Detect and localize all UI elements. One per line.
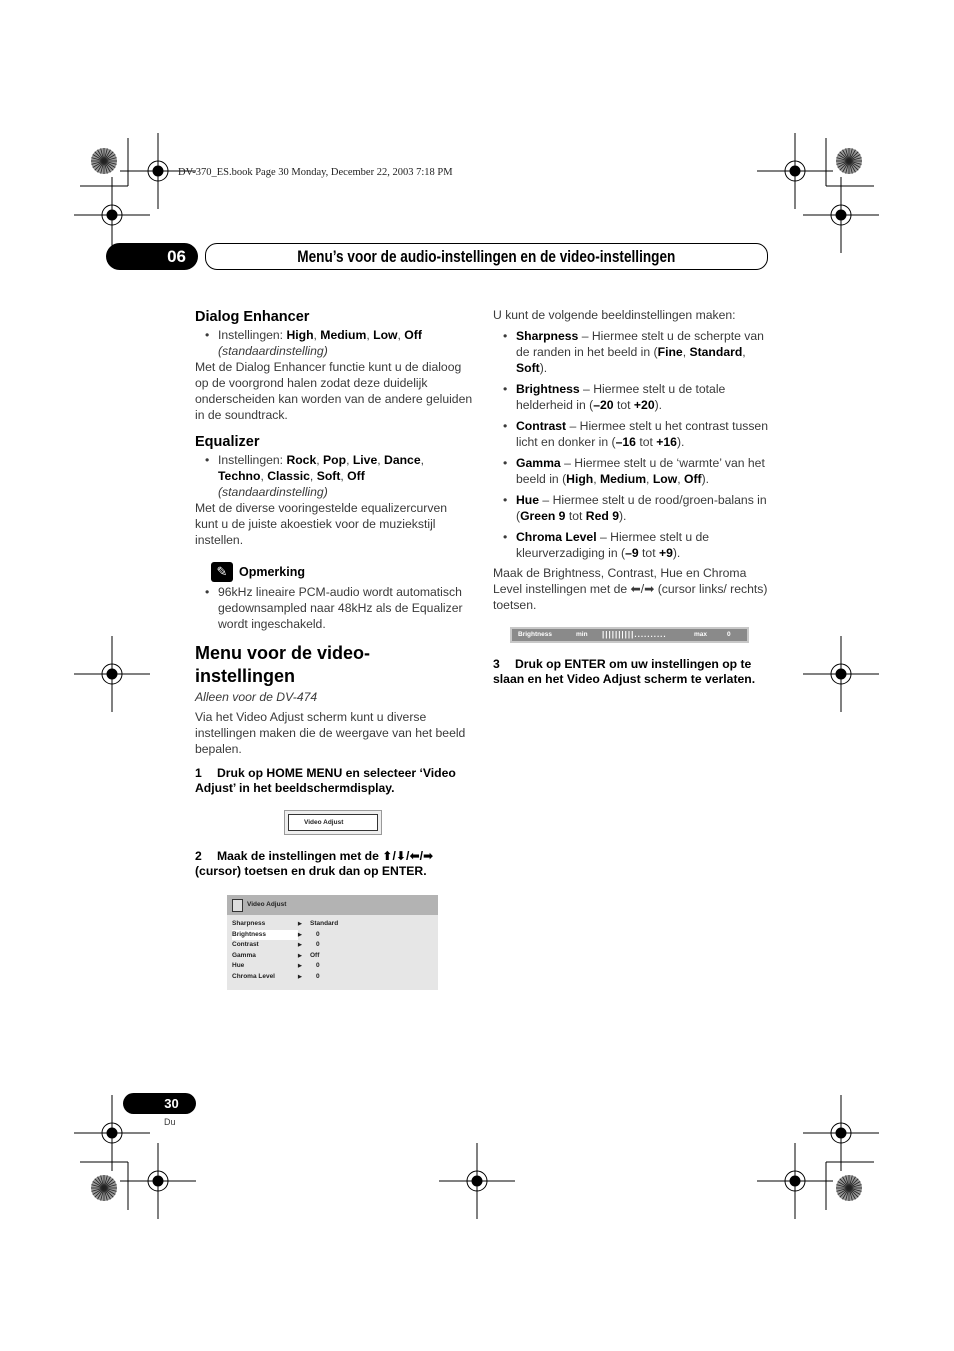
video-adjust-screen [227,895,438,990]
text-segment: ). [654,398,663,412]
bold-term: Gamma [516,456,561,470]
bold-term: Soft [516,361,540,375]
setting-value: Off [310,951,320,959]
crosshair-mark [803,636,879,712]
bar-level: ||||||||||.......... [602,630,667,639]
crosshair-mark [803,177,879,253]
video-menu-subtitle: Alleen voor de DV-474 [195,690,318,704]
bold-term: Medium [600,472,647,486]
arrow-right-icon: ▶ [298,942,302,948]
note-bullet [195,584,473,632]
dialog-text: Met de Dialog Enhancer functie kunt u de dialoog op de voorgrond halen zodat deze duidelijk onderscheiden kan worden van de andere geluiden in de soundtrack. [195,360,473,422]
crosshair-mark [74,177,150,253]
text-segment: , [677,472,684,486]
left-column [195,308,473,990]
bold-term: Techno [218,469,261,483]
bold-term: Chroma Level [516,530,597,544]
bold-term: High [286,328,314,342]
dialog-enhancer-heading: Dialog Enhancer [195,309,310,325]
setting-name: Hue [232,962,245,969]
bold-term: Low [652,472,678,486]
bold-term: Rock [286,453,317,467]
setting-bullet [493,381,771,413]
chapter-number: 06 [106,243,198,270]
bold-term: +20 [633,398,655,412]
bold-term: +9 [658,546,673,560]
menu-row[interactable] [227,972,438,983]
equalizer-heading: Equalizer [195,434,260,450]
text-segment: , [742,345,746,359]
text-segment: tot [565,509,586,523]
bold-term: –16 [615,435,636,449]
dialog-settings-bullet [195,327,473,359]
text-segment: ). [676,435,685,449]
bold-term: Live [352,453,378,467]
arrow-right-icon: ▶ [298,931,302,938]
menu-row[interactable] [227,961,438,972]
text-segment: ). [701,472,710,486]
text-segment: , [646,472,653,486]
equalizer-settings-bullet [195,452,473,500]
text-segment: , [309,469,317,483]
bold-term: Medium [320,328,367,342]
setting-name: Contrast [232,941,259,948]
setting-bullet [493,529,771,561]
cursor-text: Maak de Brightness, Contrast, Hue en Chroma Level instellingen met de ⬅/➡ (cursor links/ rechts) toetsen. [493,566,768,612]
note-label: Opmerking [239,565,305,579]
setting-value: 0 [316,962,320,969]
bold-term: Dance [384,453,421,467]
text-segment: (standaardinstelling) [218,485,328,499]
page-number: 30 [123,1093,196,1114]
video-adjust-menu-item: Video Adjust [288,814,378,831]
bold-term: High [566,472,594,486]
text-segment: – Hiermee stelt u het contrast tussen licht en donker in ( [516,419,768,449]
setting-value: 0 [316,930,320,938]
bold-term: +16 [656,435,677,449]
text-segment: ). [539,361,548,375]
setting-bullet [493,455,771,487]
step-3: 3 Druk op ENTER om uw instellingen op te slaan en het Video Adjust scherm te verlaten. [493,657,756,686]
crosshair-mark [803,1095,879,1171]
bar-value: 0 [727,631,731,638]
bold-term: Red 9 [585,509,619,523]
text-segment: – Hiermee stelt u de ‘warmte’ van het beeld in ( [516,456,765,486]
bold-term: Standard [689,345,743,359]
bold-term: Off [404,328,422,342]
book-info-line: DV-370_ES.book Page 30 Monday, December 22, 2003 7:18 PM [178,167,453,178]
bar-label: Brightness [518,631,552,638]
equalizer-text: Met de diverse vooringestelde equalizercurven kunt u de juiste akoestiek voor de muziekstijl instellen. [195,501,448,547]
arrow-right-icon: ▶ [298,963,302,969]
text-segment: , [340,469,348,483]
step-1: 1 Druk op HOME MENU en selecteer ‘Video Adjust’ in het beeldschermdisplay. [195,766,456,795]
video-menu-text: Via het Video Adjust scherm kunt u diverse instellingen maken die de weergave van het beeld bepalen. [195,710,466,756]
crosshair-mark [74,636,150,712]
right-column [493,307,771,687]
setting-name: Sharpness [232,920,266,927]
video-adjust-title: Video Adjust [227,895,438,915]
arrow-right-icon: ▶ [298,973,302,980]
menu-row[interactable] [227,919,438,930]
text-segment: tot [638,546,659,560]
menu-row[interactable] [227,951,438,962]
crosshair-mark [120,1143,196,1219]
bold-term: –20 [593,398,614,412]
sunburst-mark [91,148,117,174]
bold-term: Pop [323,453,347,467]
setting-name: Brightness [232,930,298,941]
step-2: 2 Maak de instellingen met de ⬆/⬇/⬅/➡ (cursor) toetsen en druk dan op ENTER. [195,849,434,878]
bar-max: max [694,631,708,638]
video-menu-heading: Menu voor de video-instellingen [195,643,371,686]
text-segment: ). [672,546,681,560]
bold-term: Low [373,328,398,342]
bold-term: –9 [625,546,639,560]
crosshair-mark [757,133,833,209]
video-adjust-home-menu-screenshot [284,810,382,835]
setting-value: Standard [310,920,339,927]
bar-min: min [576,631,588,638]
menu-row[interactable] [227,930,438,941]
setting-bullet [493,328,771,376]
text-segment: , [593,472,600,486]
text-segment: tot [613,398,634,412]
text-segment: , [397,328,405,342]
text-segment: , [366,328,374,342]
menu-row[interactable] [227,940,438,951]
bold-term: Brightness [516,382,580,396]
bold-term: Off [347,469,365,483]
sunburst-mark [836,1175,862,1201]
text-segment: ). [618,509,627,523]
text-segment: – Hiermee stelt u de totale helderheid in ( [516,382,726,412]
text-segment: (standaardinstelling) [218,344,328,358]
bold-term: Soft [316,469,341,483]
setting-name: Chroma Level [232,972,275,980]
setting-name: Gamma [232,951,256,959]
note-header [211,562,473,582]
text-segment: , [420,453,424,467]
arrow-right-icon: ▶ [298,921,302,927]
bold-term: Contrast [516,419,567,433]
text-segment: – Hiermee stelt u de scherpte van de randen in het beeld in ( [516,329,764,359]
intro-text: U kunt de volgende beeldinstellingen maken: [493,308,736,322]
text-segment: , [316,453,324,467]
text-segment: 96kHz lineaire PCM-audio wordt automatisch gedownsampled naar 48kHz als de Equalizer wordt ingeschakeld. [218,585,463,631]
sunburst-mark [836,148,862,174]
setting-bullet [493,492,771,524]
text-segment: , [313,328,321,342]
bold-term: Fine [657,345,683,359]
brightness-bar-screenshot [510,627,749,643]
setting-value: 0 [316,972,320,980]
crosshair-mark [757,1143,833,1219]
chapter-title-box [205,243,768,270]
sunburst-mark [91,1175,117,1201]
pencil-note-icon: ✎ [211,562,233,582]
text-segment: Instellingen: [218,328,287,342]
text-segment: , [260,469,268,483]
bold-term: Hue [516,493,540,507]
bold-term: Classic [267,469,310,483]
setting-bullet [493,418,771,450]
arrow-right-icon: ▶ [298,952,302,959]
language-code: Du [164,1117,176,1127]
text-segment: , [377,453,385,467]
text-segment: , [682,345,690,359]
setting-value: 0 [316,941,320,948]
text-segment: tot [635,435,657,449]
text-segment: – Hiermee stelt u de kleurverzadiging in ( [516,530,710,560]
chapter-title: Menu’s voor de audio-instellingen en de video-instellingen [297,247,676,266]
bold-term: Off [683,472,702,486]
text-segment: , [346,453,353,467]
crosshair-mark [439,1143,515,1219]
text-segment: Instellingen: [218,453,287,467]
bold-term: Green 9 [520,509,566,523]
text-segment: – Hiermee stelt u de rood/groen-balans in ( [516,493,767,523]
bold-term: Sharpness [516,329,579,343]
